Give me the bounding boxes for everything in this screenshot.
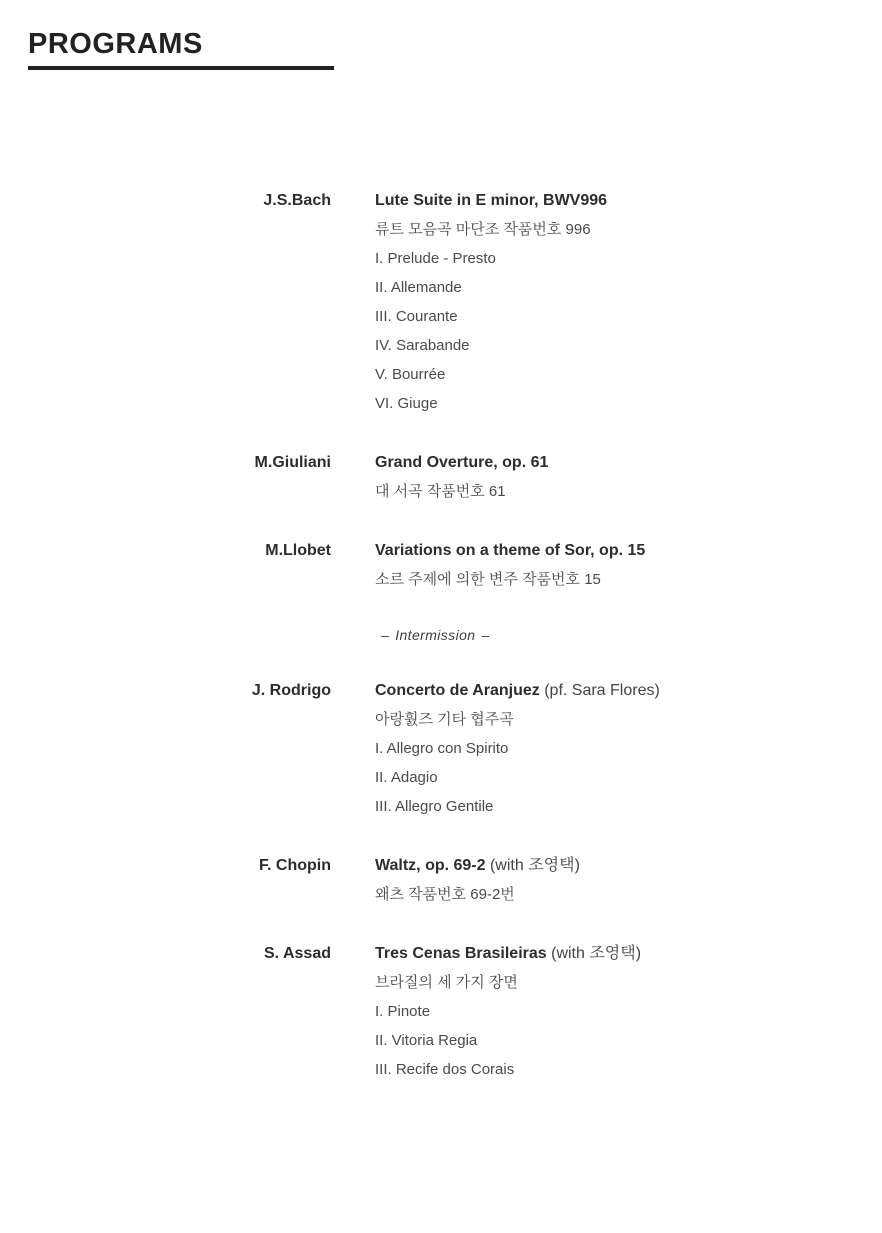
- intermission-dash-right: –: [481, 627, 490, 643]
- work-title: [375, 186, 882, 215]
- work-title-text: Waltz, op. 69-2: [375, 857, 486, 874]
- movement-item: V. Bourrée: [375, 366, 446, 383]
- work-details: [331, 851, 882, 909]
- movement-item: II. Vitoria Regia: [375, 1032, 478, 1049]
- work-title: [375, 851, 882, 880]
- work-details: [331, 536, 882, 594]
- work-title: [375, 676, 882, 705]
- composer-name: M.Giuliani: [254, 454, 331, 471]
- title-underline: [28, 66, 334, 70]
- intermission-label: [331, 624, 496, 646]
- work-details: [331, 448, 882, 506]
- work-subtitle: 대 서곡 작품번호 61: [375, 483, 506, 500]
- work-performer-note: (pf. Sara Flores): [539, 682, 660, 699]
- movement-item: I. Pinote: [375, 1003, 431, 1020]
- movement-item: IV. Sarabande: [375, 337, 470, 354]
- intermission-row: [0, 624, 882, 646]
- composer-name: S. Assad: [264, 945, 331, 962]
- movement-item: III. Allegro Gentile: [375, 798, 494, 815]
- work-title: [375, 448, 882, 477]
- work-details: [331, 939, 882, 1084]
- program-entry: [0, 448, 882, 506]
- page-header: [28, 26, 334, 70]
- composer-name: J.S.Bach: [263, 192, 331, 209]
- work-title-text: Lute Suite in E minor, BWV996: [375, 192, 608, 209]
- work-title: [375, 939, 882, 968]
- work-title-text: Grand Overture, op. 61: [375, 454, 549, 471]
- work-subtitle: 왜츠 작품번호 69-2번: [375, 886, 515, 903]
- work-performer-note: (with 조영택): [485, 857, 580, 874]
- program-entry: [0, 939, 882, 1084]
- composer-name: J. Rodrigo: [251, 682, 331, 699]
- movement-item: VI. Giuge: [375, 395, 438, 412]
- movement-item: III. Recife dos Corais: [375, 1061, 515, 1078]
- intermission-dash-left: –: [381, 627, 390, 643]
- movement-item: I. Allegro con Spirito: [375, 740, 509, 757]
- composer-name: F. Chopin: [259, 857, 331, 874]
- program-entry: [0, 851, 882, 909]
- movement-item: III. Courante: [375, 308, 458, 325]
- movement-item: II. Adagio: [375, 769, 438, 786]
- movement-item: I. Prelude - Presto: [375, 250, 496, 267]
- work-subtitle: 소르 주제에 의한 변주 작품번호 15: [375, 571, 601, 588]
- work-subtitle: 아랑훬즈 기타 협주곡: [375, 711, 514, 728]
- page-title: PROGRAMS: [28, 28, 203, 60]
- work-subtitle: 브라질의 세 가지 장면: [375, 974, 518, 991]
- work-subtitle: 류트 모음곡 마단조 작품번호 996: [375, 221, 591, 238]
- program-entry: [0, 536, 882, 594]
- composer-name: M.Llobet: [265, 542, 331, 559]
- program-entry: [0, 676, 882, 821]
- work-details: [331, 676, 882, 821]
- program-list: [0, 186, 882, 1114]
- work-title: [375, 536, 882, 565]
- work-details: [331, 186, 882, 418]
- program-entry: [0, 186, 882, 418]
- movement-item: II. Allemande: [375, 279, 462, 296]
- work-title-text: Variations on a theme of Sor, op. 15: [375, 542, 646, 559]
- work-performer-note: (with 조영택): [546, 945, 642, 962]
- intermission-text: Intermission: [395, 627, 476, 643]
- work-title-text: Tres Cenas Brasileiras: [375, 945, 547, 962]
- work-title-text: Concerto de Aranjuez: [375, 682, 540, 699]
